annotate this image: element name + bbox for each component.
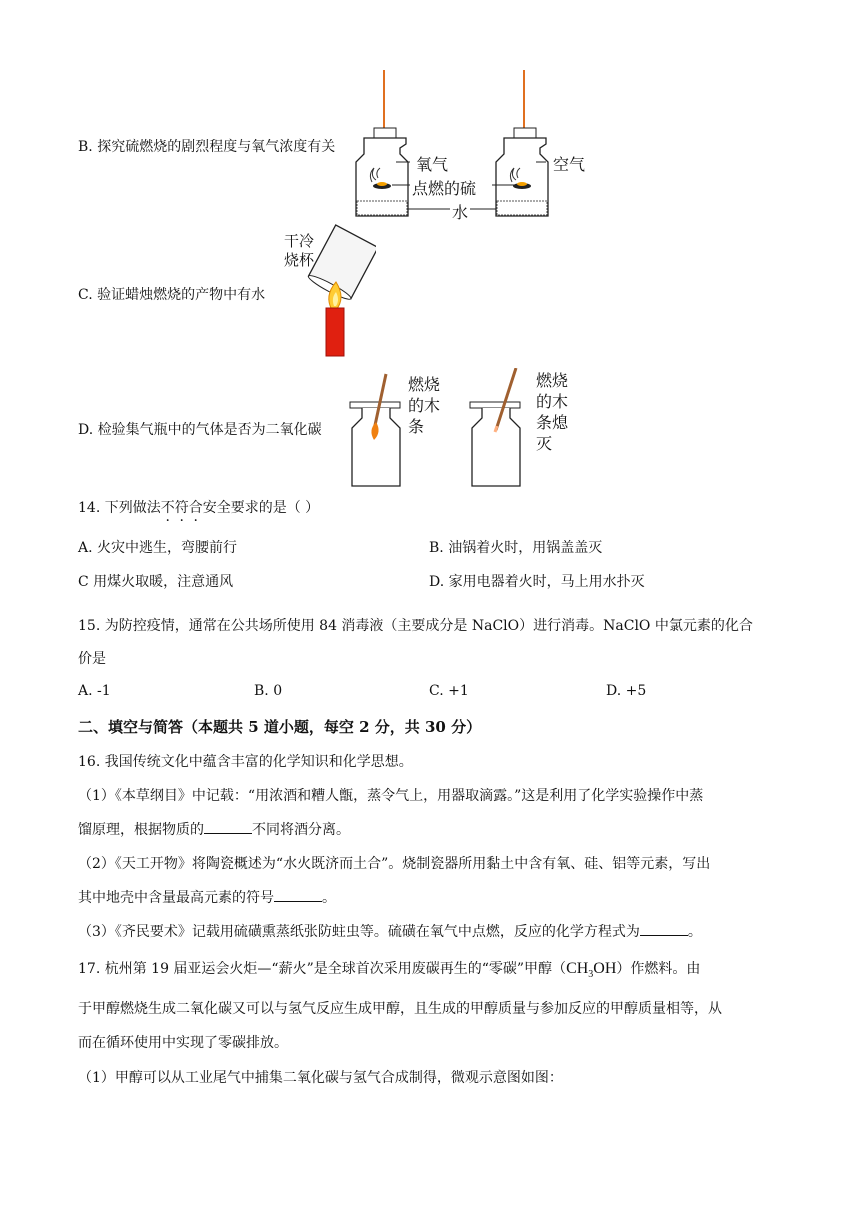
- q16-stem: 16. 我国传统文化中蕴含丰富的化学知识和化学思想。: [78, 754, 413, 770]
- label-burning-stick: 燃烧 的木 条: [408, 375, 441, 436]
- label-air: 空气: [553, 155, 586, 174]
- answer-blank[interactable]: [640, 923, 688, 936]
- q14-option-a: A. 火灾中逃生，弯腰前行: [78, 540, 238, 556]
- methanol-formula: $CH_3OH$: [566, 960, 617, 981]
- answer-blank[interactable]: [204, 821, 252, 834]
- q17-line2: 于甲醇燃烧生成二氧化碳又可以与氢气反应生成甲醇，且生成的甲醇质量与参加反应的甲醇质量相等，从: [78, 1001, 722, 1017]
- q17-part1: （1）甲醇可以从工业尾气中捕集二氧化碳与氢气合成制得，微观示意图如图：: [78, 1070, 563, 1086]
- q16-part3: （3）《齐民要术》记载用硫磺熏蒸纸张防蛀虫等。硫磺在氧气中点燃，反应的化学方程式为 。: [78, 924, 702, 940]
- option-d-text: D. 检验集气瓶中的气体是否为二氧化碳: [78, 422, 322, 438]
- answer-blank[interactable]: [274, 889, 322, 902]
- gas-bottle-figure: [346, 368, 536, 488]
- q15-option-a: A. -1: [78, 683, 111, 699]
- section-title: 二、填空与简答（本题共 5 道小题，每空 2 分，共 30 分）: [78, 718, 482, 736]
- option-b-text: B. 探究硫燃烧的剧烈程度与氧气浓度有关: [78, 139, 336, 155]
- q15-option-c: C. +1: [429, 683, 469, 699]
- q14-option-d: D. 家用电器着火时，马上用水扑灭: [429, 574, 645, 590]
- q14-stem: 14. 下列做法不符合安全要求的是（ ）: [78, 500, 320, 516]
- q16-part2-line1: （2）《天工开物》将陶瓷概述为“水火既济而土合”。烧制瓷器所用黏土中含有氧、硅、铝等元素，写出: [78, 856, 711, 872]
- q17-line1: 17. 杭州第 19 届亚运会火炬—“薪火”是全球首次采用废碳再生的“零碳”甲醇$(CH_3OH)$作燃料。由: [78, 960, 701, 981]
- q15-option-b: B. 0: [254, 683, 283, 699]
- q14-option-c: C 用煤火取暖，注意通风: [78, 574, 234, 590]
- label-oxygen: 氧气: [416, 155, 449, 174]
- q16-part1-line2: 馏原理，根据物质的 不同将酒分离。: [78, 822, 350, 838]
- q16-part1-line1: （1）《本草纲目》中记载：“用浓酒和糟人甑，蒸令气上，用器取滴露。”这是利用了化学实验操作中蒸: [78, 788, 704, 804]
- label-burning-sulfur: 点燃的硫: [412, 179, 477, 198]
- q15-stem-line2: 价是: [78, 651, 106, 667]
- q16-part2-line2: 其中地壳中含量最高元素的符号 。: [78, 890, 336, 906]
- q15-stem-line1: 15. 为防控疫情，通常在公共场所使用 84 消毒液（主要成分是 NaClO）进行消毒。NaClO 中氯元素的化合: [78, 618, 753, 634]
- q15-option-d: D. +5: [606, 683, 647, 699]
- q14-option-b: B. 油锅着火时，用锅盖盖灭: [429, 540, 603, 556]
- label-water: 水: [452, 203, 469, 222]
- label-dry-beaker: 干冷 烧杯: [284, 232, 315, 269]
- label-stick-extinguished: 燃烧 的木 条熄 灭: [536, 371, 569, 453]
- q17-line3: 而在循环使用中实现了零碳排放。: [78, 1035, 288, 1051]
- option-c-text: C. 验证蜡烛燃烧的产物中有水: [78, 287, 266, 303]
